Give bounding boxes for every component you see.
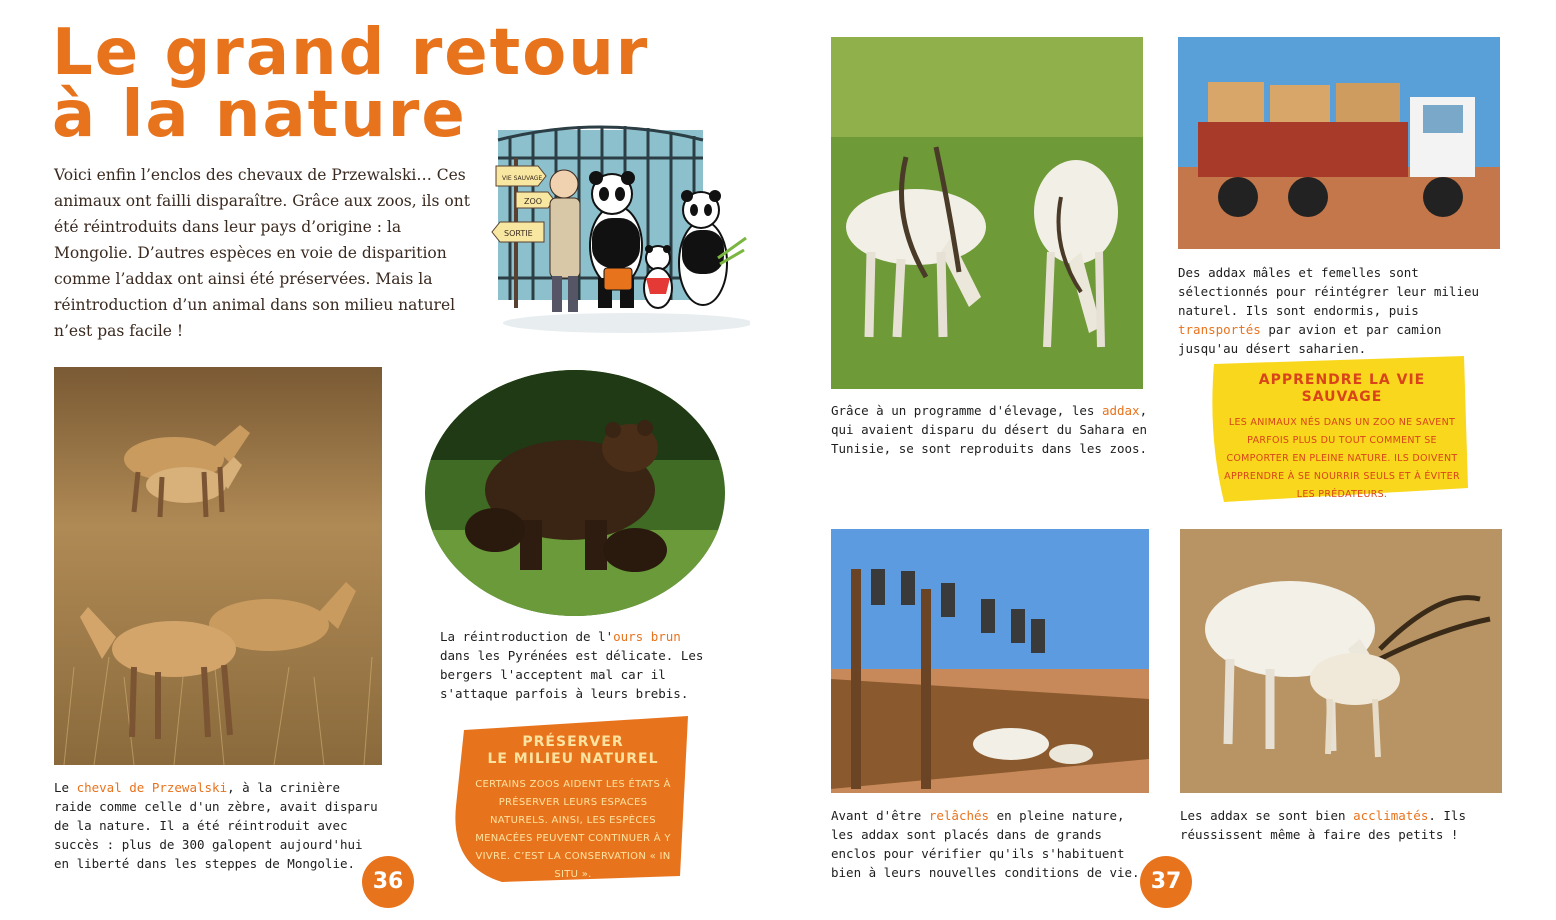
caption-release: Avant d'être relâchés en pleine nature, les addax sont placés dans de grands enclos pour vérifier qu'ils s'habituent bien à leurs nouvelles conditions de vie. (831, 808, 1140, 880)
caption-addax-grazing: Grâce à un programme d'élevage, les addax, qui avaient disparu du désert du Sahara en Tunisie, se sont reproduits dans les zoos. (831, 403, 1148, 456)
highlight-transported: transportés (1178, 322, 1261, 337)
preserve-habitat-box (444, 716, 694, 882)
highlight-addax: addax (1101, 403, 1140, 418)
highlight-brown-bear: ours brun (613, 629, 681, 644)
sign-zoo: ZOO (524, 197, 543, 206)
title-line-2: à la nature (52, 78, 467, 152)
orange-box-title-2: LE MILIEU NATUREL (487, 751, 659, 767)
sign-exit: SORTIE (504, 229, 533, 238)
highlight-released: relâchés (928, 808, 990, 823)
addax-mother-photo (1180, 529, 1502, 793)
caption-truck: Des addax mâles et femelles sont sélectionnés pour réintégrer leur milieu naturel. Ils sont endormis, puis transportés par avion et par camion jusqu'au désert saharien. (1178, 265, 1480, 356)
addax-grazing-photo (831, 37, 1143, 389)
orange-box-title-1: PRÉSERVER (522, 734, 624, 750)
orange-box-body: CERTAINS ZOOS AIDENT LES ÉTATS À PRÉSERVER LEURS ESPACES NATURELS. AINSI, LES ESPÈCES MENACÉES PEUVENT CONTINUER À Y VIVRE. C’EST LA CONSERVATION « IN SITU ». (475, 779, 671, 880)
przewalski-horses-photo (54, 367, 382, 765)
yellow-box-title: APPRENDRE LA VIE SAUVAGE (1258, 372, 1426, 405)
page-number-right: 37 (1140, 856, 1192, 908)
caption-bear: La réintroduction de l'ours brun dans les Pyrénées est délicate. Les bergers l'acceptent mal car il s'attaque parfois à leurs brebis. (440, 629, 704, 701)
page-number-left: 36 (362, 856, 414, 908)
addax-release-photo (831, 529, 1149, 793)
learn-wild-life-box (1206, 356, 1472, 504)
title-line-1: Le grand retour (52, 16, 650, 90)
intro-paragraph: Voici enfin l’enclos des chevaux de Przewalski… Ces animaux ont failli disparaître. Grâce aux zoos, ils ont été réintroduits dans leur pays d’origine : la Mongolie. D’autres espèces en voie de disparition comme l’addax ont ainsi été préservées. Mais la réintroduction d’un animal dans son milieu naturel n’est pas facile ! (54, 166, 470, 340)
yellow-box-body: LES ANIMAUX NÉS DANS UN ZOO NE SAVENT PARFOIS PLUS DU TOUT COMMENT SE COMPORTER EN PLEINE NATURE. ILS DOIVENT APPRENDRE À SE NOURRIR SEULS ET À ÉVITER LES PRÉDATEURS. (1224, 417, 1460, 500)
caption-mother: Les addax se sont bien acclimatés. Ils réussissent même à faire des petits ! (1180, 808, 1466, 842)
zoo-gate-illustration (488, 118, 750, 340)
truck-transport-photo (1178, 37, 1500, 249)
caption-horse: Le cheval de Przewalski, à la crinière raide comme celle d'un zèbre, avait disparu de la nature. Il a été réintroduit avec succès : plus de 300 galopent aujourd'hui en liberté dans les steppes de Mongolie. (54, 780, 378, 871)
highlight-przewalski: cheval de Przewalski (76, 780, 228, 795)
highlight-acclimated: acclimatés (1353, 808, 1429, 823)
brown-bear-photo (425, 370, 725, 616)
sign-wild: VIE SAUVAGE (502, 175, 543, 182)
